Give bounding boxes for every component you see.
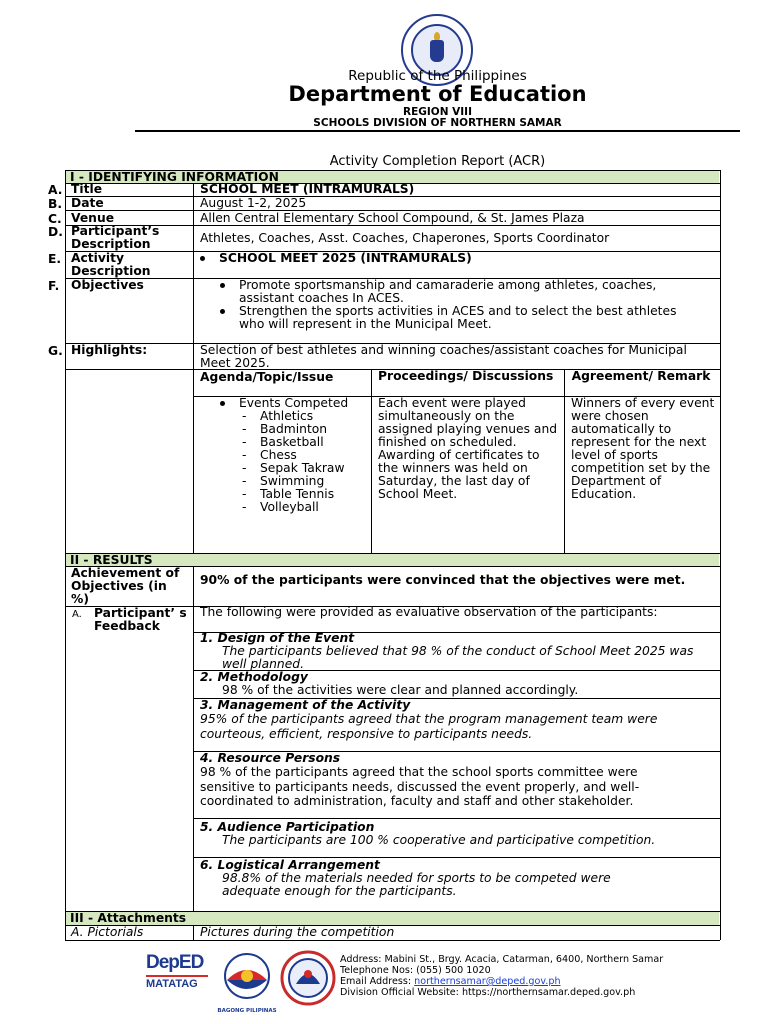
region-line: REGION VIII <box>403 106 472 118</box>
section3-heading: III - Attachments <box>70 911 187 925</box>
value-participants: Athletes, Coaches, Asst. Coaches, Chaperones, Sports Coordinator <box>200 231 610 245</box>
label-title: Title <box>71 182 103 196</box>
feedback-item-6: 6. Logistical Arrangement 98.8% of the materials needed for sports to be competed were adequate enough for the participants. <box>200 858 611 898</box>
section1-heading: I - IDENTIFYING INFORMATION <box>70 170 279 184</box>
footer-telephone: Telephone Nos: (055) 500 1020 <box>340 965 491 976</box>
feedback-item-3: 3. Management of the Activity 95% of the participants agreed that the program management team were courteous, efficient, responsive to participants needs. <box>200 698 658 741</box>
events-list <box>220 397 368 514</box>
event-item: - Swimming <box>242 474 325 488</box>
feedback-label: Participant’ s Feedback <box>94 606 187 633</box>
row-letter-e: E. <box>48 252 62 266</box>
header-divider <box>135 130 740 132</box>
objective-item: Promote sportsmanship and camaraderie among athletes, coaches, assistant coaches In ACES. <box>220 279 700 305</box>
row-letter-g: G. <box>48 344 63 358</box>
footer-email: Email Address: northernsamar@deped.gov.ph <box>340 976 561 987</box>
feedback-item-5: 5. Audience Participation The participants are 100 % cooperative and participative competition. <box>200 820 656 847</box>
objectives-list <box>220 279 700 331</box>
event-item: - Sepak Takraw <box>242 461 345 475</box>
row-letter-c: C. <box>48 212 62 226</box>
bullet-icon <box>220 309 225 314</box>
department-title: Department of Education <box>288 82 587 106</box>
label-highlights: Highlights: <box>71 343 148 357</box>
footer-address: Address: Mabini St., Brgy. Acacia, Catarman, 6400, Northern Samar <box>340 954 664 965</box>
value-venue: Allen Central Elementary School Compound, & St. James Plaza <box>200 211 585 225</box>
event-item: - Chess <box>242 448 297 462</box>
division-line: SCHOOLS DIVISION OF NORTHERN SAMAR <box>313 117 562 129</box>
event-item: - Badminton <box>242 422 328 436</box>
pictorials-label: A. Pictorials <box>71 925 144 939</box>
bagong-pilipinas-logo: BAGONG PILIPINAS <box>217 952 277 1012</box>
value-activity-description: SCHOOL MEET 2025 (INTRAMURALS) <box>200 252 472 265</box>
achievement-label: Achievement of Objectives (in %) <box>71 566 180 606</box>
proceedings-header: Proceedings/ Discussions <box>378 369 554 383</box>
proceedings-text: Each event were played simultaneously on the assigned playing venues and finished on scheduled. Awarding of certificates to the winners was held on Saturday, the last day of School Meet. <box>378 396 558 501</box>
value-title: SCHOOL MEET (INTRAMURALS) <box>200 182 415 196</box>
event-item: - Basketball <box>242 435 324 449</box>
feedback-intro: The following were provided as evaluative observation of the participants: <box>200 605 658 619</box>
label-date: Date <box>71 196 104 210</box>
agreement-header: Agreement/ Remark <box>571 369 711 383</box>
bullet-icon <box>200 256 205 261</box>
footer-website: Division Official Website: https://northernsamar.deped.gov.ph <box>340 987 636 998</box>
event-item: - Table Tennis <box>242 487 335 501</box>
achievement-value: 90% of the participants were convinced that the objectives were met. <box>200 573 686 587</box>
agenda-header: Agenda/Topic/Issue <box>200 370 334 384</box>
republic-line: Republic of the Philippines <box>348 68 527 84</box>
row-letter-d: D. <box>48 225 63 239</box>
label-participants: Participant’s Description <box>71 224 160 251</box>
label-venue: Venue <box>71 211 115 225</box>
objective-item: Strengthen the sports activities in ACES and to select the best athletes who will represent in the Municipal Meet. <box>220 305 700 331</box>
row-letter-f: F. <box>48 279 60 293</box>
report-title: Activity Completion Report (ACR) <box>329 154 546 169</box>
bullet-icon <box>220 283 225 288</box>
row-letter-a: A. <box>48 183 63 197</box>
feedback-item-4: 4. Resource Persons 98 % of the participants agreed that the school sports committee were sensitive to participants needs, discussed the event properly, and well-coordinated to administration, faculty and staff and other stakeholder. <box>200 751 640 808</box>
label-activity-description: Activity Description <box>71 251 151 278</box>
label-objectives: Objectives <box>71 278 144 292</box>
feedback-item-1: 1. Design of the Event The participants believed that 98 % of the conduct of School Meet 2025 was well planned. <box>200 631 694 671</box>
row-letter-b: B. <box>48 197 63 211</box>
deped-matatag-logo: DepED MATATAG <box>146 952 208 990</box>
agreement-text: Winners of every event were chosen automatically to represent for the next level of sports competition set by the Department of Education. <box>571 396 715 501</box>
feedback-letter: A. <box>72 609 82 620</box>
section2-heading-bg <box>65 554 719 566</box>
value-date: August 1-2, 2025 <box>200 196 307 210</box>
section2-heading: II - RESULTS <box>70 553 153 567</box>
event-item: - Athletics <box>242 409 314 423</box>
pictorials-value: Pictures during the competition <box>200 925 395 939</box>
value-highlights: Selection of best athletes and winning coaches/assistant coaches for Municipal Meet 2025. <box>200 343 687 370</box>
bullet-icon <box>220 401 225 406</box>
division-seal-logo <box>280 950 336 1006</box>
email-link[interactable]: northernsamar@deped.gov.ph <box>414 976 561 987</box>
feedback-item-2: 2. Methodology 98 % of the activities were clear and planned accordingly. <box>200 670 579 697</box>
events-label-row: Events Competed <box>220 397 368 410</box>
event-item: - Volleyball <box>242 500 319 514</box>
